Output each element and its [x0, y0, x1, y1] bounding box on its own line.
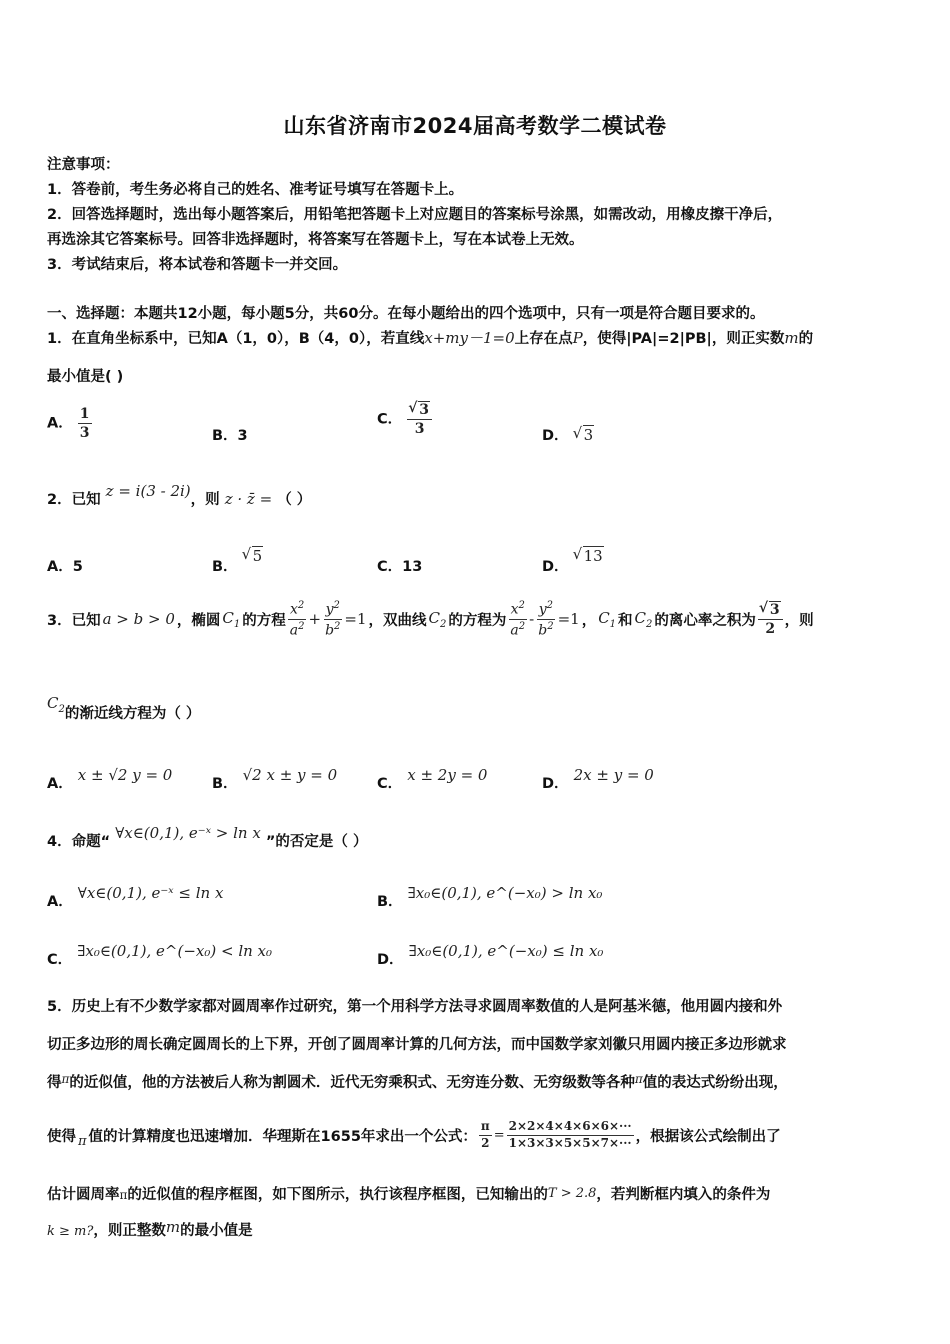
q3-c1-ref: $C_1$	[598, 608, 617, 630]
q2-option-b-label: B．	[212, 559, 238, 575]
q3-text-a: 3．已知	[47, 612, 101, 629]
q4-proposition: ∀x∈(0,1), e⁻ˣ > ln x	[115, 824, 261, 842]
q3-text-f: ，	[581, 612, 597, 629]
pi-symbol-4: π	[119, 1188, 128, 1202]
notice-item-3: 3．考试结束后，将本试卷和答题卡一并交回。	[47, 257, 348, 273]
q4-option-d-expr: ∃x₀∈(0,1), e^(−x₀) ≤ ln x₀	[408, 942, 604, 960]
question-3-stem: 3．已知 a > b > 0 ，椭圆 $C_1$ 的方程 $\frac{x^2}{a^2}$ + $\frac{y^2}{b^2}$ =1 ，双曲线 $C_2$ 的方程为 $\frac{x^2}{a^2}$ - $\frac{y^2}{b^2}$ =1 ， $C_1$ 和 $C_2$ 的离心率之积为 √ $\frac{3}{2}$ ，则	[47, 600, 814, 639]
q2-option-b[interactable]	[212, 545, 263, 575]
q3-condition: a > b > 0	[102, 610, 175, 629]
notice-item-2-cont: 再选涂其它答案标号。回答非选择题时，将答案写在答题卡上，写在本试卷上无效。	[47, 232, 584, 248]
q2-text-a: 2．已知	[47, 492, 101, 508]
q4-option-b-expr: ∃x₀∈(0,1), e^(−x₀) > ln x₀	[407, 884, 603, 902]
q3-option-b-expr: √2 x ± y = 0	[242, 766, 338, 784]
q1-option-a-label: A．	[47, 415, 73, 432]
q2-text-c: （ ）	[277, 492, 312, 508]
notice-item-1: 1．答卷前，考生务必将自己的姓名、准考证号填写在答题卡上。	[47, 182, 464, 198]
q2-option-a[interactable]: A．5	[47, 559, 83, 575]
q3-option-a-expr: x ± √2 y = 0	[77, 766, 173, 784]
q3-eccentricity-product: √ $\frac{3}{2}$	[758, 602, 783, 637]
q4-text-a: 4．命题“	[47, 834, 111, 850]
wallis-product-fraction: $\frac{2\times 2\times 4\times 4\times 6\times 6\times\cdot\cdot\cdot}{1\times 3\times 3\times 5\times 5\times 7\times\cdot\cdot\cdot}$	[508, 1119, 632, 1150]
q4-option-d[interactable]: D． ∃x₀∈(0,1), e^(−x₀) ≤ ln x₀	[377, 942, 604, 968]
q1-option-a-fraction: $\frac{1}{3}$	[79, 406, 90, 442]
q1-option-a[interactable]	[47, 406, 92, 441]
q1-line-eq: x+my－1=0	[424, 329, 515, 347]
q2-option-c[interactable]: C．13	[377, 559, 423, 575]
q2-option-d-label: D．	[542, 559, 569, 575]
q3-option-c[interactable]: C． x ± 2y = 0	[377, 766, 488, 792]
q1-text-f: ，使得|PA|=2|PB|，则正实数	[582, 331, 785, 347]
q1-option-b[interactable]: B．3	[212, 428, 248, 444]
q1-points: A（1，0），B（4，0），若直线	[216, 331, 425, 347]
q3-option-d[interactable]: D． 2x ± y = 0	[542, 766, 654, 792]
question-5-line-5: 估计圆周率π的近似值的程序框图，如下图所示，执行该程序框图，已知输出的T > 2.8，若判断框内填入的条件为	[47, 1186, 771, 1203]
question-5-line-6: k ≥ m?，则正整数m的最小值是	[47, 1218, 253, 1239]
q3-hyperbola-term-x: $\frac{x^2}{a^2}$	[510, 600, 526, 639]
q3-text-g: 和	[618, 612, 633, 629]
q3-c2-line2: $C_2$	[47, 694, 65, 715]
q4-option-c[interactable]: C． ∃x₀∈(0,1), e^(−x₀) < ln x₀	[47, 942, 273, 968]
q3-c2-ref: $C_2$	[634, 608, 653, 630]
q1-var-m: m	[784, 329, 799, 347]
question-5-line-3: 得$^\pi$的近似值，他的方法被后人称为割圆术．近代无穷乘积式、无穷连分数、无穷级数等各种$^\pi$值的表达式纷纷出现，	[47, 1072, 788, 1091]
q3-ellipse-term-y: $\frac{y^2}{b^2}$	[325, 600, 341, 639]
q3-hyperbola-eq: =1	[557, 610, 580, 629]
page-title: 山东省济南市2024届高考数学二模试卷	[283, 114, 667, 138]
q2-option-d[interactable]	[542, 545, 604, 575]
q1-text-h: 的	[798, 331, 814, 347]
wallis-left-fraction: $\frac{\pi}{2}$	[480, 1119, 490, 1150]
q3-text-b: ，椭圆	[176, 612, 221, 629]
question-1-stem-cont: 最小值是( )	[47, 369, 124, 385]
pi-symbol-3: π	[78, 1133, 87, 1149]
question-2-stem	[47, 482, 312, 509]
q3-c2: $C_2$	[428, 608, 447, 630]
question-5-line-4: 使得 π 值的计算精度也迅速增加．华理斯在1655年求出一个公式： $\frac{\pi}{2}$ = $\frac{2\times 2\times 4\times 4\times 6\times 6\times\cdot\cdot\cdot}{1\times 3\times 3\times 5\times 5\times 7\times\cdot\cdot\cdot}$ ，根据该公式绘制出了	[47, 1119, 781, 1150]
q4-option-a-expr: ∀x∈(0,1), e⁻ˣ ≤ ln x	[77, 884, 224, 902]
q2-option-b-sqrt: √ 5	[243, 547, 264, 565]
q4-option-c-expr: ∃x₀∈(0,1), e^(−x₀) < ln x₀	[77, 942, 273, 960]
q1-text-a: 1．在直角坐标系中，已知	[47, 331, 217, 347]
loop-condition: k ≥ m?	[47, 1224, 94, 1239]
notice-item-2: 2．回答选择题时，选出每小题答案后，用铅笔把答题卡上对应题目的答案标号涂黑，如需改动，用橡皮擦干净后，	[47, 207, 783, 223]
q3-text-e: 的方程为	[448, 612, 507, 629]
q3-text-d: ，双曲线	[368, 612, 427, 629]
q2-expr-product: z · z̄ =	[224, 490, 273, 508]
q1-option-d-sqrt: √ 3	[574, 426, 595, 444]
q3-option-c-expr: x ± 2y = 0	[407, 766, 488, 784]
q3-text-c: 的方程	[242, 612, 286, 629]
pi-symbol-2: π	[634, 1072, 643, 1086]
q3-ellipse-eq: =1	[344, 610, 367, 629]
q3-c1: $C_1$	[222, 608, 241, 630]
q3-hyperbola-term-y: $\frac{y^2}{b^2}$	[538, 600, 554, 639]
q2-option-d-sqrt: √ 13	[574, 547, 604, 565]
q1-option-c-label: C．	[377, 411, 403, 428]
q3-text-i: ，则	[784, 612, 814, 629]
question-1-stem	[47, 327, 813, 348]
section-heading: 一、选择题：本题共12小题，每小题5分，共60分。在每小题给出的四个选项中，只有一项是符合题目要求的。	[47, 306, 765, 322]
q1-option-c[interactable]	[377, 402, 432, 437]
q4-text-b: ”的否定是（ ）	[265, 834, 368, 850]
q3-option-d-expr: 2x ± y = 0	[573, 766, 654, 784]
q1-option-d[interactable]	[542, 424, 594, 445]
question-5-line-1: 5．历史上有不少数学家都对圆周率作过研究，第一个用科学方法寻求圆周率数值的人是阿基米德，他用圆内接和外	[47, 999, 783, 1015]
q3-text-h: 的离心率之积为	[654, 612, 756, 629]
question-4-stem	[47, 822, 368, 850]
q1-option-d-label: D．	[542, 428, 569, 444]
q2-text-b: ，则	[190, 492, 220, 508]
q1-text-d: 上存在点	[514, 331, 573, 347]
q3-text-line2: 的渐近线方程为（ ）	[64, 706, 201, 722]
q3-option-b[interactable]: B． √2 x ± y = 0	[212, 766, 338, 792]
q2-expr-z: z = i(3 - 2i)	[105, 482, 191, 500]
q1-option-c-fraction: √ $\frac{3}{3}$	[407, 402, 432, 437]
q4-option-b[interactable]: B． ∃x₀∈(0,1), e^(−x₀) > ln x₀	[377, 884, 603, 910]
question-3-stem-cont	[47, 694, 201, 725]
q4-option-a[interactable]: A． ∀x∈(0,1), e⁻ˣ ≤ ln x	[47, 884, 224, 910]
question-5-line-2: 切正多边形的周长确定圆周长的上下界，开创了圆周率计算的几何方法，而中国数学家刘徽只用圆内接正多边形就求	[47, 1037, 787, 1053]
pi-symbol: π	[61, 1072, 70, 1086]
output-condition: T > 2.8	[547, 1186, 597, 1201]
q3-option-a[interactable]: A． x ± √2 y = 0	[47, 766, 173, 792]
q3-ellipse-term-x: $\frac{x^2}{a^2}$	[289, 600, 305, 639]
notice-heading: 注意事项：	[47, 157, 120, 173]
q1-point-p: P	[572, 329, 583, 347]
